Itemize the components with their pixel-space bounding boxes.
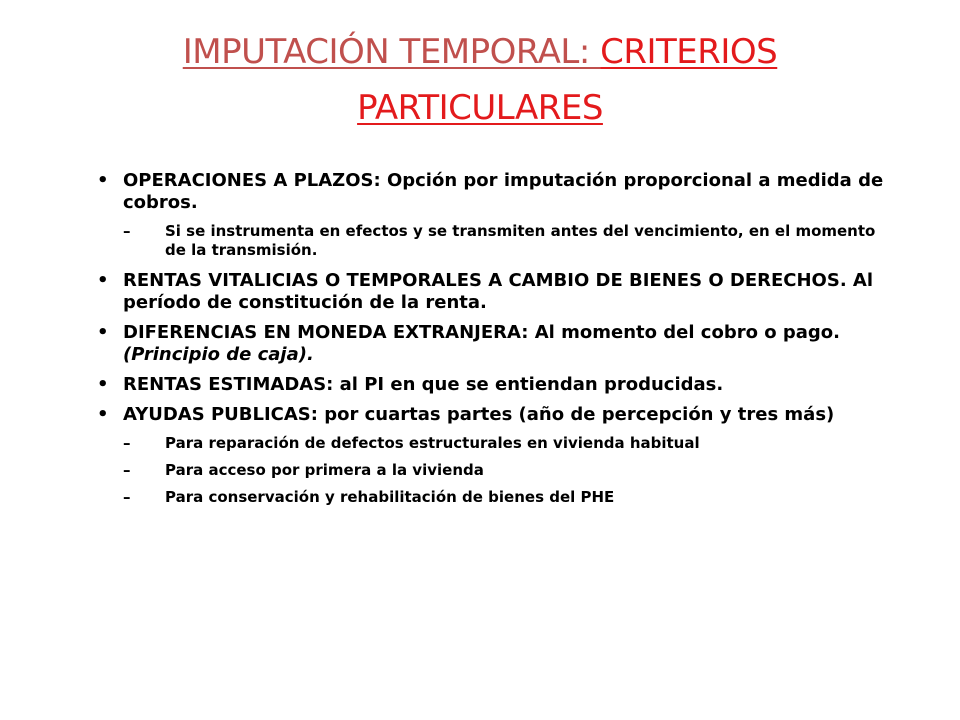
bullet-list (95, 170, 895, 515)
bullet-icon: • (97, 404, 109, 425)
dash-icon: – (123, 222, 131, 240)
list-item-text: OPERACIONES A PLAZOS: Opción por imputación proporcional a medida de cobros. (123, 170, 884, 213)
dash-icon: – (123, 488, 131, 506)
list-item-rentas-estimadas (95, 374, 895, 396)
sub-item-text: Para acceso por primera a la vivienda (165, 461, 484, 479)
sub-item-acceso-vivienda (123, 461, 895, 480)
sub-item-text: Si se instrumenta en efectos y se transmiten antes del vencimiento, en el momento de la transmisión. (165, 222, 876, 259)
list-item-text: RENTAS ESTIMADAS: al PI en que se entiendan producidas. (123, 374, 724, 395)
sub-item-text: Para reparación de defectos estructurales en vivienda habitual (165, 434, 700, 452)
sub-item-efectos (123, 222, 895, 260)
list-item-operaciones-plazos (95, 170, 895, 214)
dash-icon: – (123, 434, 131, 452)
list-item-text: DIFERENCIAS EN MONEDA EXTRANJERA: Al momento del cobro o pago. (123, 322, 840, 343)
list-item-text: RENTAS VITALICIAS O TEMPORALES A CAMBIO DE BIENES O DERECHOS. Al período de constitución de la renta. (123, 270, 874, 313)
list-item-text: AYUDAS PUBLICAS: por cuartas partes (año de percepción y tres más) (123, 404, 835, 425)
bullet-icon: • (97, 322, 109, 343)
sub-item-conservacion-phe (123, 488, 895, 507)
list-item-diferencias-moneda (95, 322, 895, 366)
bullet-icon: • (97, 170, 109, 191)
sub-item-text: Para conservación y rehabilitación de bienes del PHE (165, 488, 615, 506)
list-item-ayudas-publicas (95, 404, 895, 426)
title-part-2: CRITERIOS PARTICULARES (357, 32, 778, 128)
list-item-rentas-vitalicias (95, 270, 895, 314)
title-part-1: IMPUTACIÓN TEMPORAL: (182, 32, 601, 72)
list-item-italic-text: (Principio de caja). (123, 344, 314, 365)
sub-item-reparacion (123, 434, 895, 453)
dash-icon: – (123, 461, 131, 479)
slide-title (60, 24, 900, 136)
bullet-icon: • (97, 374, 109, 395)
bullet-icon: • (97, 270, 109, 291)
